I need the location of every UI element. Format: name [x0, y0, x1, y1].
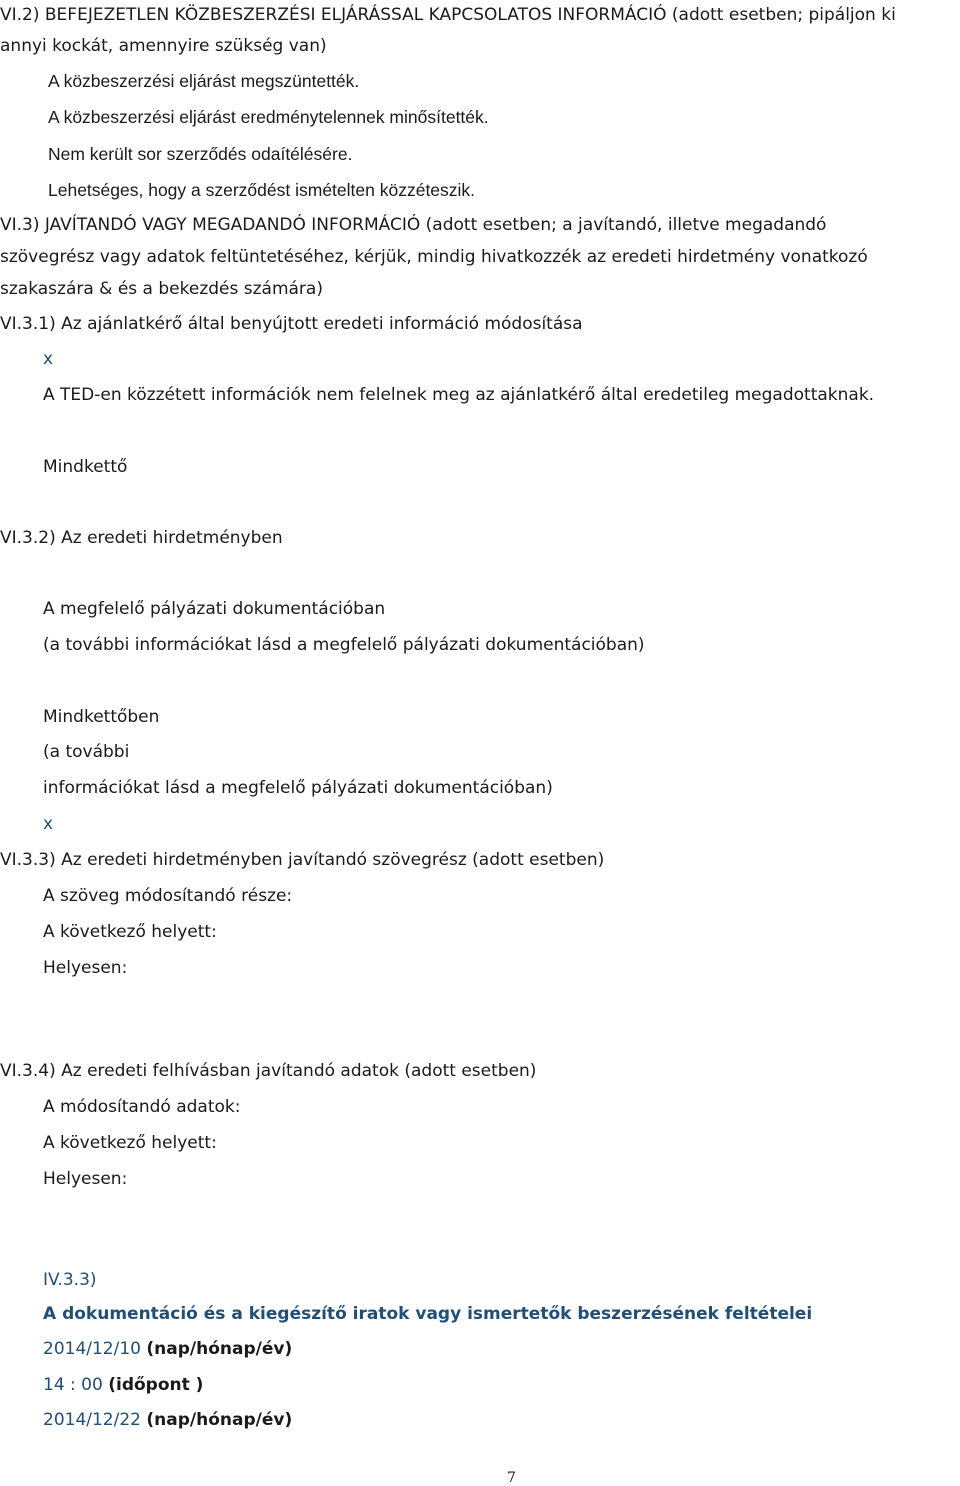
vi2-option-2: A közbeszerzési eljárást eredménytelennek minősítették.: [48, 107, 489, 127]
vi31-ted-text: A TED-en közzétett információk nem felelnek meg az ajánlatkérő által eredetileg megadottaknak.: [43, 385, 875, 405]
vi32-doc-line1: A megfelelő pályázati dokumentációban: [43, 599, 386, 619]
vi34-heading: VI.3.4) Az eredeti felhívásban javítandó adatok (adott esetben): [0, 1061, 537, 1081]
iv33-ref: IV.3.3): [43, 1270, 97, 1290]
iv33-date-unit1: (nap/hónap/év): [146, 1339, 293, 1359]
vi2-heading-line1: VI.2) BEFEJEZETLEN KÖZBESZERZÉSI ELJÁRÁSSAL KAPCSOLATOS INFORMÁCIÓ (adott esetben; pipáljon ki: [0, 5, 896, 25]
vi32-doc-line2: (a további információkat lásd a megfelelő pályázati dokumentációban): [43, 635, 645, 655]
iv33-date2: 2014/12/22: [43, 1410, 141, 1430]
iv33-time-unit: (időpont ): [108, 1375, 204, 1395]
vi2-option-3: Nem került sor szerződés odaítélésére.: [48, 144, 353, 164]
vi2-option-4: Lehetséges, hogy a szerződést ismételten közzéteszik.: [48, 180, 476, 200]
vi32-heading: VI.3.2) Az eredeti hirdetményben: [0, 528, 283, 548]
iv33-date-row-1: [43, 1338, 292, 1360]
iv33-date-row-2: [43, 1409, 292, 1431]
vi31-heading: VI.3.1) Az ajánlatkérő által benyújtott eredeti információ módosítása: [0, 314, 583, 334]
iv33-time-row: [43, 1374, 203, 1396]
vi3-heading-line2: szövegrész vagy adatok feltüntetéséhez, kérjük, mindig hivatkozzék az eredeti hirdetmény vonatkozó: [0, 247, 868, 267]
vi32-both-line2: (a további: [43, 742, 130, 762]
vi34-modify-label: A módosítandó adatok:: [43, 1097, 241, 1117]
vi33-correct-label: Helyesen:: [43, 958, 128, 978]
iv33-date1: 2014/12/10: [43, 1339, 141, 1359]
vi31-both: Mindkettő: [43, 457, 128, 477]
vi3-heading-line1: VI.3) JAVÍTANDÓ VAGY MEGADANDÓ INFORMÁCIÓ (adott esetben; a javítandó, illetve megadandó: [0, 215, 827, 235]
vi32-both-line1: Mindkettőben: [43, 707, 160, 727]
vi33-instead-label: A következő helyett:: [43, 922, 217, 942]
vi33-modify-label: A szöveg módosítandó része:: [43, 886, 293, 906]
vi2-option-1: A közbeszerzési eljárást megszüntették.: [48, 71, 360, 91]
vi3-heading-line3: szakaszára & és a bekezdés számára): [0, 279, 323, 299]
vi31-check-mark: x: [43, 349, 54, 369]
vi2-heading-line2: annyi kockát, amennyire szükség van): [0, 36, 327, 56]
page-number: 7: [507, 1470, 516, 1486]
iv33-title: A dokumentáció és a kiegészítő iratok vagy ismertetők beszerzésének feltételei: [43, 1304, 813, 1324]
iv33-time: 14 : 00: [43, 1375, 103, 1395]
vi34-instead-label: A következő helyett:: [43, 1133, 217, 1153]
vi34-correct-label: Helyesen:: [43, 1169, 128, 1189]
vi32-both-line3: információkat lásd a megfelelő pályázati dokumentációban): [43, 778, 553, 798]
vi32-check-mark: x: [43, 814, 54, 834]
iv33-date-unit2: (nap/hónap/év): [146, 1410, 293, 1430]
vi33-heading: VI.3.3) Az eredeti hirdetményben javítandó szövegrész (adott esetben): [0, 850, 605, 870]
